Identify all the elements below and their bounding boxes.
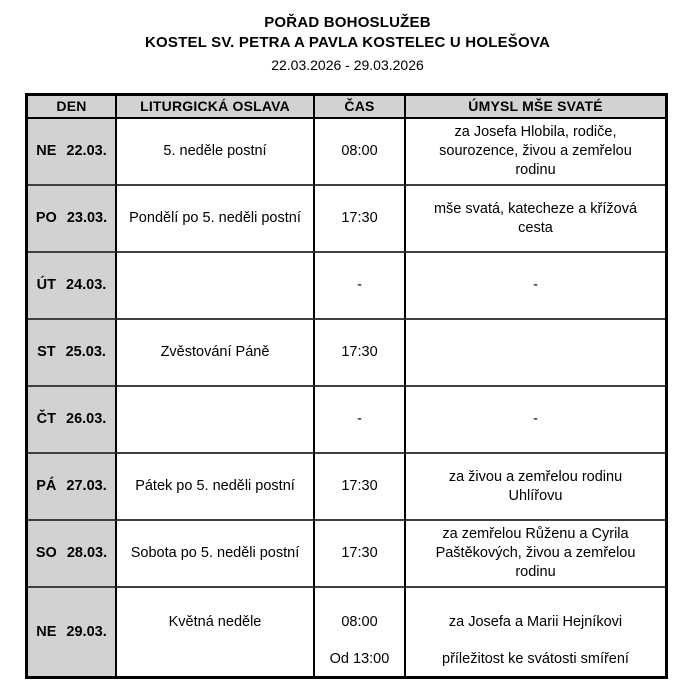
intention-cell <box>406 588 665 676</box>
time-value: - <box>357 277 362 293</box>
time-value: 17:30 <box>341 545 378 561</box>
header-cas: ČAS <box>315 96 406 119</box>
time-cell <box>315 588 406 676</box>
time-cell <box>315 521 406 588</box>
intention-text: za Josefa a Marii Hejníkovi <box>448 614 623 630</box>
celebration-cell: Pondělí po 5. neděli postní <box>117 186 315 253</box>
day-abbrev: ČT <box>36 411 56 427</box>
header-liturgicka-oslava: LITURGICKÁ OSLAVA <box>117 96 315 119</box>
celebration-cell <box>117 253 315 320</box>
intention-text: - <box>533 411 538 427</box>
time-cell <box>315 253 406 320</box>
day-date: 23.03. <box>66 210 108 226</box>
celebration-cell: Pátek po 5. neděli postní <box>117 454 315 521</box>
day-cell <box>28 588 117 676</box>
time-cell <box>315 119 406 186</box>
day-abbrev: NE <box>36 623 57 640</box>
intention-cell <box>406 253 665 320</box>
day-date: 27.03. <box>66 478 107 494</box>
time-value: 17:30 <box>341 478 378 494</box>
title-block <box>0 0 695 75</box>
time-value-2: Od 13:00 <box>329 651 390 667</box>
time-value: 08:00 <box>341 614 378 630</box>
intention-text: za Josefa Hlobila, rodiče, sourozence, živou a zemřelou rodinu <box>439 124 632 178</box>
day-abbrev: ÚT <box>36 277 56 293</box>
table-row <box>28 588 665 676</box>
time-value: 17:30 <box>341 344 378 360</box>
intention-cell <box>406 454 665 521</box>
document-title: POŘAD BOHOSLUŽEB <box>264 14 431 31</box>
intention-text: za zemřelou Růženu a Cyrila Paštěkových, živou a zemřelou rodinu <box>435 526 636 580</box>
day-cell <box>28 320 117 387</box>
church-name: KOSTEL SV. PETRA A PAVLA KOSTELEC U HOLEŠOVA <box>145 34 550 51</box>
table-row <box>28 387 665 454</box>
time-value: 08:00 <box>341 143 378 159</box>
intention-text: mše svatá, katecheze a křížová cesta <box>433 200 638 236</box>
time-cell <box>315 186 406 253</box>
day-date: 26.03. <box>66 411 107 427</box>
day-date: 25.03. <box>65 344 106 360</box>
day-date: 28.03. <box>66 545 108 561</box>
table-row <box>28 454 665 521</box>
celebration-cell <box>117 387 315 454</box>
day-abbrev: PO <box>35 210 57 226</box>
intention-cell <box>406 186 665 253</box>
time-cell <box>315 387 406 454</box>
intention-text: - <box>533 277 538 293</box>
intention-text: za živou a zemřelou rodinu Uhlířovu <box>448 468 623 504</box>
table-row <box>28 320 665 387</box>
time-cell <box>315 454 406 521</box>
table-row <box>28 521 665 588</box>
intention-text-2: příležitost ke svátosti smíření <box>442 651 629 667</box>
day-date: 24.03. <box>66 277 107 293</box>
day-abbrev: NE <box>36 143 57 159</box>
day-cell <box>28 186 117 253</box>
day-date: 22.03. <box>66 143 107 159</box>
day-cell <box>28 521 117 588</box>
time-value: 17:30 <box>341 210 378 226</box>
table-row <box>28 186 665 253</box>
table-header-row <box>28 96 665 119</box>
day-date: 29.03. <box>66 623 107 640</box>
header-umysl: ÚMYSL MŠE SVATÉ <box>406 96 665 119</box>
intention-cell <box>406 320 665 387</box>
intention-cell <box>406 387 665 454</box>
day-cell <box>28 253 117 320</box>
table-row <box>28 119 665 186</box>
day-abbrev: PÁ <box>36 478 57 494</box>
header-den: DEN <box>28 96 117 119</box>
date-range: 22.03.2026 - 29.03.2026 <box>271 57 424 73</box>
schedule-table <box>25 93 668 679</box>
celebration-cell: Zvěstování Páně <box>117 320 315 387</box>
celebration-cell: Sobota po 5. neděli postní <box>117 521 315 588</box>
time-value: - <box>357 411 362 427</box>
intention-cell <box>406 521 665 588</box>
day-abbrev: ST <box>37 344 56 360</box>
table-row <box>28 253 665 320</box>
time-cell <box>315 320 406 387</box>
celebration-cell: Květná neděle <box>117 588 315 676</box>
intention-cell <box>406 119 665 186</box>
celebration-cell: 5. neděle postní <box>117 119 315 186</box>
day-abbrev: SO <box>35 545 57 561</box>
day-cell <box>28 454 117 521</box>
day-cell <box>28 387 117 454</box>
day-cell <box>28 119 117 186</box>
